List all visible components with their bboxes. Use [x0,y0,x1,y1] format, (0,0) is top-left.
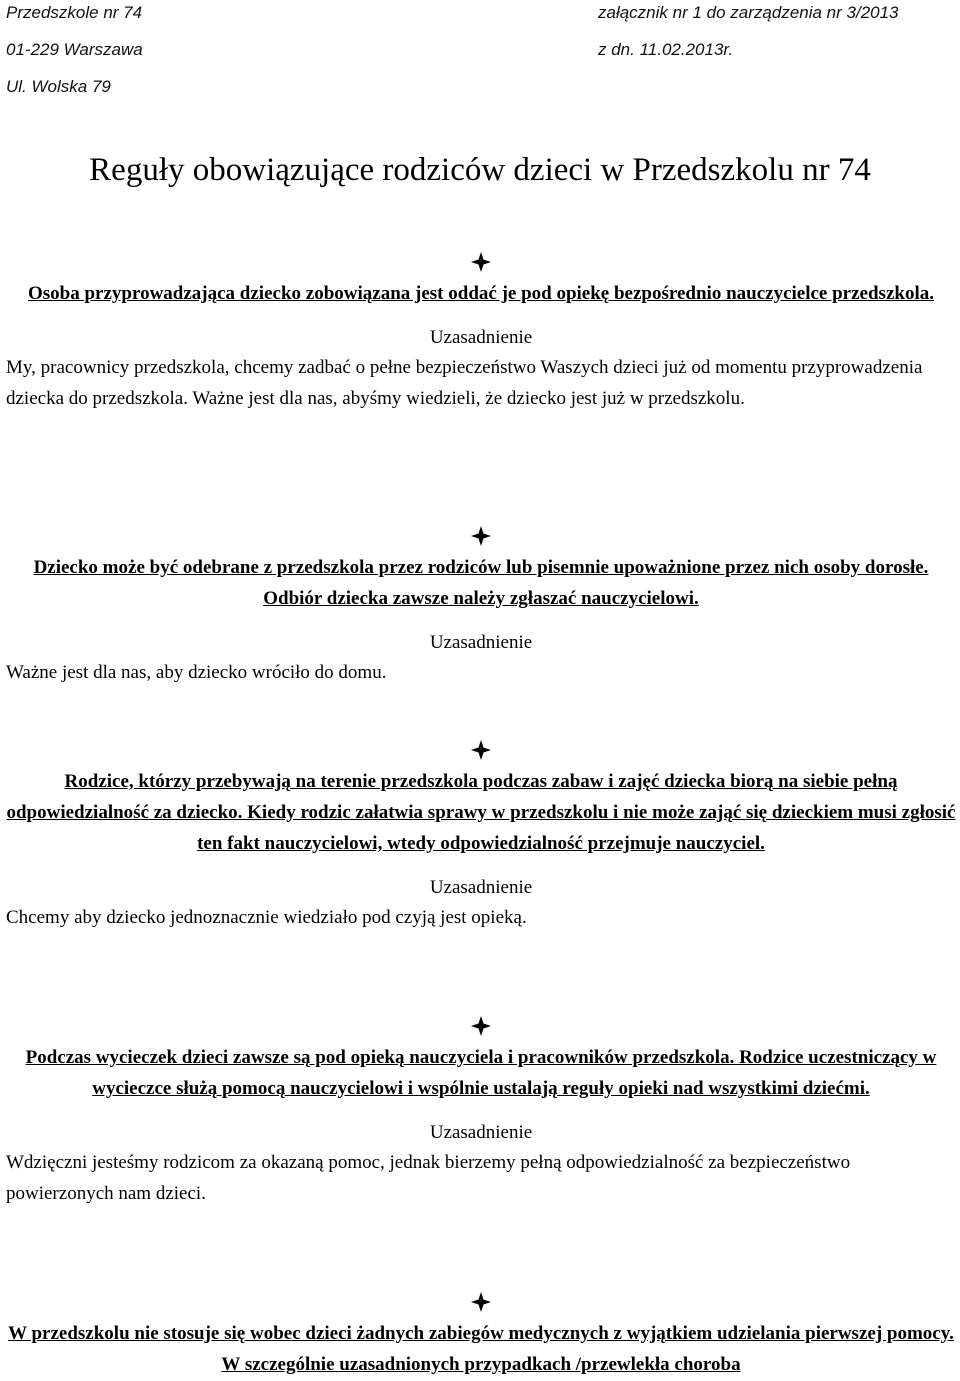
rule-text: Podczas wycieczek dzieci zawsze są pod opieką nauczyciela i pracowników przedszkola. Rodzice uczestniczący w wycieczce służą pomocą nauczycielowi i wspólnie ustalają reguły opieki nad wszystkimi dziećmi. [25,1047,937,1099]
justification-label: Uzasadnienie [429,632,533,653]
diamond-bullet-icon [471,252,491,272]
rule-section-1 [6,252,956,414]
rule-section-3 [6,740,956,933]
school-postal-city: 01-229 Warszawa [6,40,143,59]
justification-label: Uzasadnienie [429,327,533,348]
document-title: Reguły obowiązujące rodziców dzieci w Przedszkolu nr 74 [89,152,871,188]
justification-label: Uzasadnienie [429,877,533,898]
rule-section-5 [6,1292,956,1380]
justification-text: Wdzięczni jesteśmy rodzicom za okazaną pomoc, jednak bierzemy pełną odpowiedzialność za bezpieczeństwo powierzonych nam dzieci. [6,1152,851,1204]
diamond-bullet-icon [471,1292,491,1312]
rule-section-4 [6,1016,956,1209]
justification-text: Ważne jest dla nas, aby dziecko wróciło do domu. [6,662,387,683]
rule-section-2 [6,526,956,688]
school-street: Ul. Wolska 79 [6,77,111,96]
diamond-bullet-icon [471,526,491,546]
rule-text: Rodzice, którzy przebywają na terenie przedszkola podczas zabaw i zajęć dziecka biorą na siebie pełną odpowiedzialność za dziecko. Kiedy rodzic załatwia sprawy w przedszkolu i nie może zająć się dzieckiem musi zgłosić ten fakt nauczycielowi, wtedy odpowiedzialność przejmuje nauczyciel. [6,771,956,854]
justification-text: Chcemy aby dziecko jednoznacznie wiedziało pod czyją jest opieką. [6,907,527,928]
attachment-date: z dn. 11.02.2013r. [598,40,734,59]
justification-label: Uzasadnienie [429,1122,533,1143]
diamond-bullet-icon [471,740,491,760]
rule-text: Osoba przyprowadzająca dziecko zobowiązana jest oddać je pod opiekę bezpośrednio nauczycielce przedszkola. [28,283,934,304]
document-header [0,0,960,100]
justification-text: My, pracownicy przedszkola, chcemy zadbać o pełne bezpieczeństwo Waszych dzieci już od momentu przyprowadzenia dziecka do przedszkola. Ważne jest dla nas, abyśmy wiedzieli, że dziecko jest już w przedszkolu. [6,357,923,409]
school-name: Przedszkole nr 74 [6,3,143,22]
rule-text: Dziecko może być odebrane z przedszkola przez rodziców lub pisemnie upoważnione przez nich osoby dorosłe. Odbiór dziecka zawsze należy zgłaszać nauczycielowi. [33,557,929,609]
rule-text: W przedszkolu nie stosuje się wobec dzieci żadnych zabiegów medycznych z wyjątkiem udzielania pierwszej pomocy. W szczególnie uzasadnionych przypadkach /przewlekła choroba [8,1323,954,1375]
attachment-reference: załącznik nr 1 do zarządzenia nr 3/2013 [598,3,899,22]
diamond-bullet-icon [471,1016,491,1036]
